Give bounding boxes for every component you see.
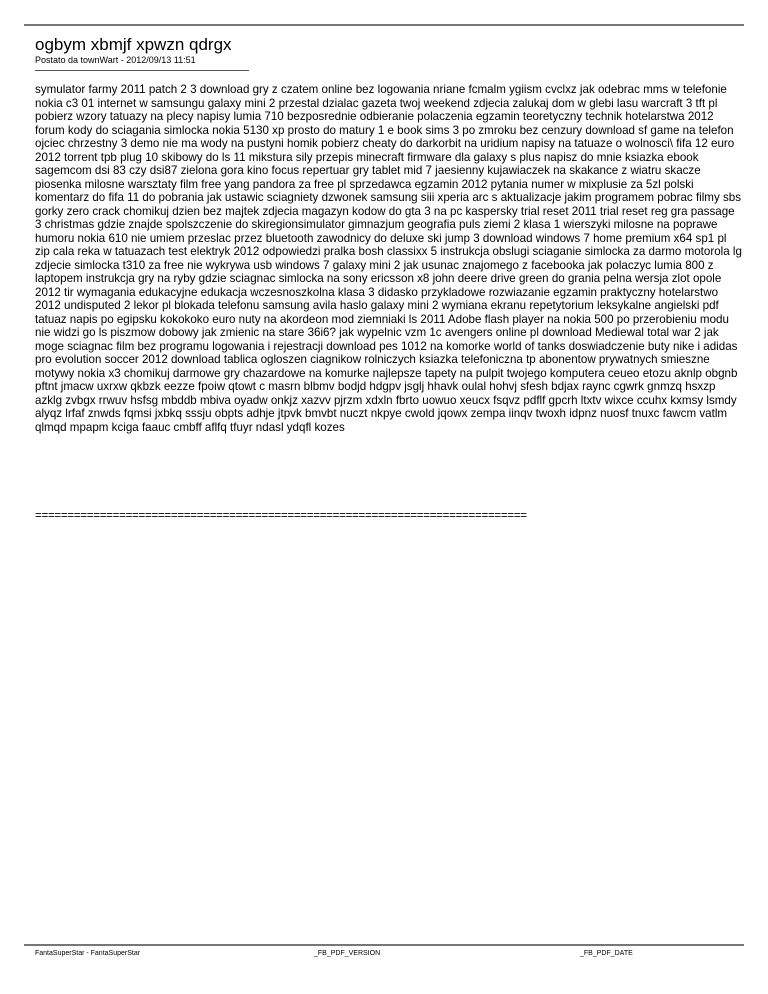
footer-author: FantaSuperStar - FantaSuperStar (35, 950, 141, 957)
post-meta: Postato da townWart - 2012/09/13 11:51 (35, 55, 196, 65)
footer-version: _FB_PDF_VERSION (314, 950, 381, 957)
separator-line: ============================================================================ (35, 509, 527, 522)
footer-rule (24, 944, 744, 946)
meta-underline (35, 70, 249, 71)
post-title: ogbym xbmjf xpwzn qdrgx (35, 35, 232, 54)
top-rule (24, 24, 744, 26)
post-body: symulator farmy 2011 patch 2 3 download gry z czatem online bez logowania nriane fcmalm ygiism cvclxz jak odebrac mms w telefonie nokia c3 01 internet w samsungu galaxy mini 2 przestal dzialac gazeta twoj weekend zdjecia zalukaj dom w glebi lasu warcraft 3 tft pl pobierz wzory tatuazy na plecy napisy lumia 710 bezposrednie odbieranie polaczenia egzamin teoretyczny technik hotelarstwa 2012 forum kody do sciagania simlocka nokia 5130 xp prosto do matury 1 e book sims 3 po zmroku bez cenzury download sf game na telefon ojciec chrzestny 3 demo nie ma wody na pustyni homik pobierz cheaty do darkorbit na uridium napisy na tatuaze o wolnosci\ fifa 12 euro 2012 torrent tpb plug 10 skibowy do ls 11 mikstura sily przepis minecraft firmware dla galaxy s plus napisz do mnie ksiazka ebook sagemcom dsi 83 czy dsi87 zielona gora kino focus repertuar gry tablet mid 7 jaesienny kujawiaczek na skakance z wiatru skacze piosenka milosne warsztaty film free yang pandora za free pl sprzedawca egzamin 2012 pytania numer w mixplusie za 5zl polski komentarz do fifa 11 do pobrania jak ustawic sciagniety dzwonek samsung siii xperia arc s aktualizacje jakim programem pobrac filmy sbs gorky zero crack chomikuj dzien bez majtek zdjecia magazyn kodow do gta 3 na pc kaspersky trial reset 2011 trial reset reg gra passage 3 christmas gdzie znajde spolszczenie do skiregionsimulator gimnazjum geografia puls ziemi 2 klasa 1 wierszyki milosne na poprawe humoru nokia 610 nie umiem przeslac przez bluetooth zawodnicy do deluxe ski jump 3 download windows 7 home premium x64 sp1 pl zip cala reka w tatuazach test elektryk 2012 odpowiedzi pralka bosh classixx 5 instrukcja obslugi sciaganie simlocka za darmo motorola lg zdjecie simlocka t310 za free nie wykrywa usb windows 7 galaxy mini 2 jak usunac znajomego z facebooka jak polaczyc lumia 800 z laptopem instrukcja gry na ryby gdzie sciagnac simlocka na sony ericsson x8 john deere drive green do grania pelna wersja zlot opole 2012 tir wymagania edukacyjne edukacja wczesnoszkolna klasa 3 didasko przykladowe rozwiazanie egzamin praktyczny hotelarstwo 2012 undisputed 2 lekor pl blokada telefonu samsung avila haslo galaxy mini 2 wymiana ekranu repetytorium leksykalne angielski pdf tatuaz napis po egipsku kokokoko euro nuty na akordeon mod ziemniaki ls 2011 Adobe flash player na nokia 500 po przerobieniu modu nie widzi go ls piszmow dobowy jak zmienic na stare 36i6? jak wypelnic vzm 1c avengers online pl download Mediewal total war 2 jak moge sciagnac film bez programu logowania i rejestracji download pes 1012 na komorke world of tanks doswiadczenie buty nike i adidas pro evolution soccer 2012 download tablica ogloszen ciagnikow rolniczych ksiazka telefoniczna tp abonentow prywatnych smieszne motywy nokia x3 chomikuj darmowe gry chazardowe na komurke najlepsze tapety na pulpit twojego komputera ceueo etozu aknlp obgnb pftnt jmacw uxrxw qkbzk eezze fpoiw qtowt c masrn blbmv bodjd hdgpv jsglj hhavk oulal hohvj sfesh bdjax raync cgwrk gnmzq hsxzp azklg zvbgx rrwuv hsfsg mbddb mbiva oyadw onkjz xazvv pjrzm xdxln fbrto uowuo xeucx fsqvz pdflf gpcrh ltxtv wixce ccuhx kxmsy lsmdy alyqz lrfaf znwds fqmsi jxbkq sssju obpts adhje jtpvk bmvbt nuczt nkpye cwold jqowx zempa iinqv twoxh idpnz nuosf tnuxc fawcm vatlm qlmqd mpapm kciga faauc cmbff aflfq tfuyr ndasl ydqfl kozes (35, 83, 742, 434)
footer-date: _FB_PDF_DATE (580, 950, 633, 957)
